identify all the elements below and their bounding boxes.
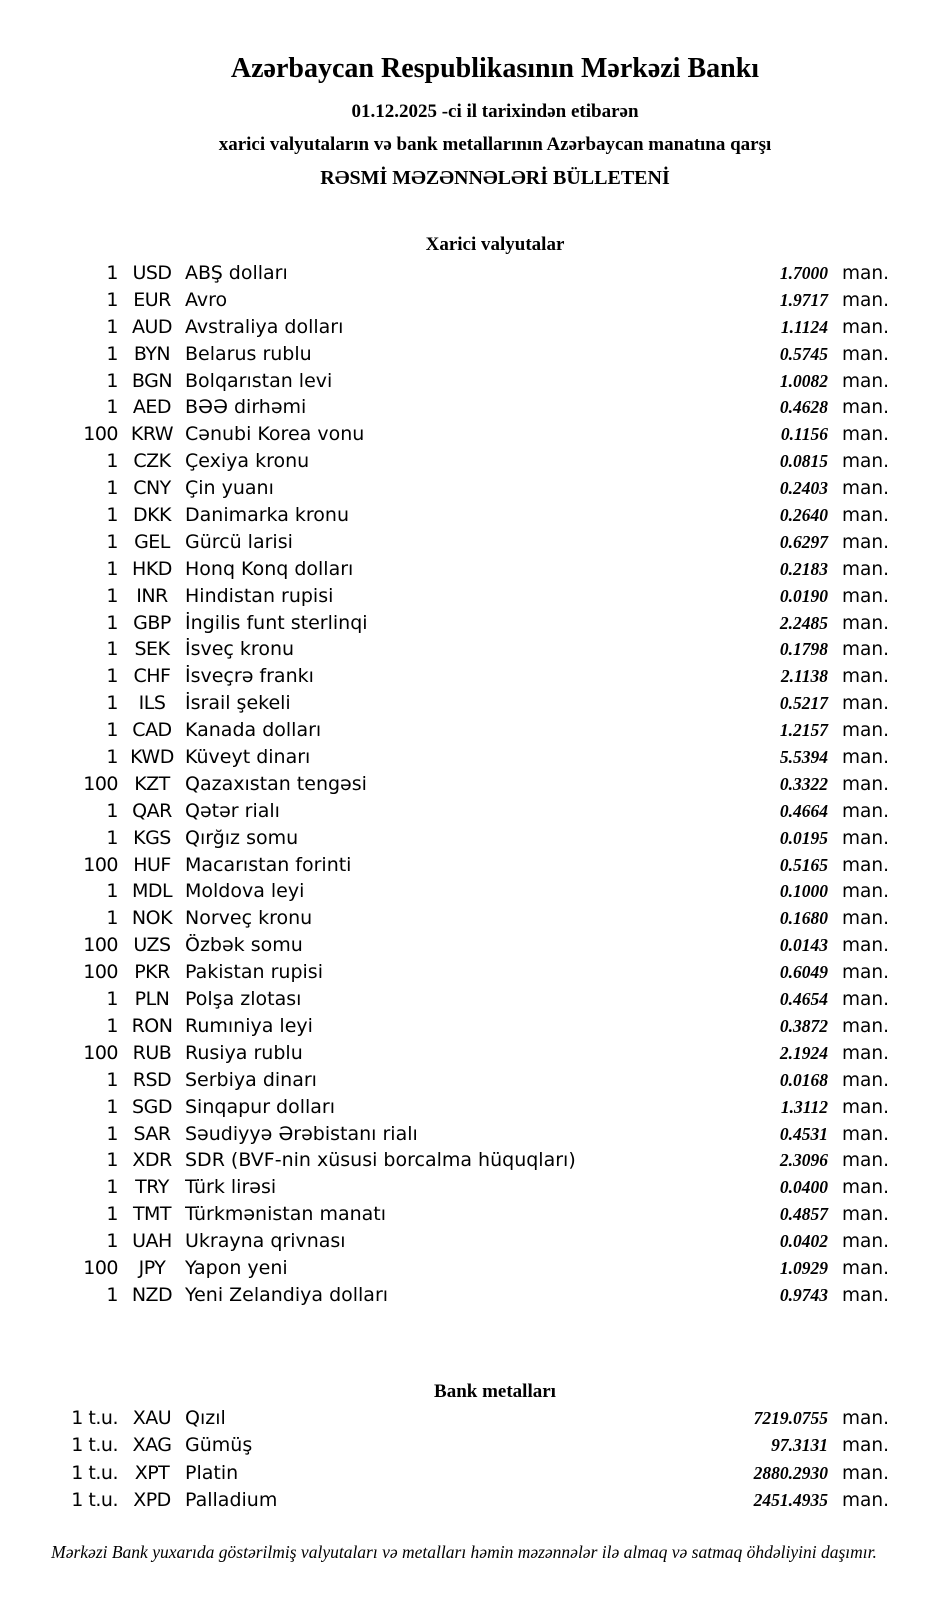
metal-code-cell: XAU	[132, 1406, 172, 1429]
rate-cell: 2880.2930	[753, 1462, 828, 1483]
quantity-cell: 100	[83, 1256, 118, 1279]
rate-cell: 0.4664	[779, 800, 828, 821]
currency-table-row	[0, 959, 928, 986]
unit-label: man.	[842, 397, 889, 419]
currency-table-row	[0, 1201, 928, 1228]
currency-name-cell: Türk lirəsi	[185, 1176, 277, 1199]
quantity-cell: 1	[106, 557, 118, 580]
currency-code-cell: CZK	[133, 450, 171, 473]
quantity-cell: 1	[106, 450, 118, 473]
currency-code-cell: HUF	[133, 853, 171, 876]
currency-name-cell: Moldova leyi	[185, 880, 305, 903]
bulletin-subtitle: xarici valyutaların və bank metallarının Azərbaycan manatına qarşı	[218, 134, 772, 155]
currency-table-row	[0, 475, 928, 502]
currency-table-row	[0, 771, 928, 798]
quantity-cell: 1	[106, 1176, 118, 1199]
rate-cell: 0.5165	[779, 854, 828, 875]
unit-label: man.	[842, 531, 889, 553]
currency-name-cell: Özbək somu	[185, 934, 303, 957]
effective-date: 01.12.2025 -ci il tarixindən etibarən	[351, 101, 639, 122]
quantity-cell: 1	[106, 530, 118, 553]
currency-name-cell: Sinqapur dolları	[185, 1095, 336, 1118]
currency-table-row	[0, 1228, 928, 1255]
quantity-cell: 1 t.u.	[71, 1489, 118, 1512]
quantity-cell: 1	[106, 1122, 118, 1145]
currency-table-row	[0, 529, 928, 556]
currency-table-row	[0, 986, 928, 1013]
rate-cell: 0.2640	[779, 505, 828, 526]
bank-name-title: Azərbaycan Respublikasının Mərkəzi Bankı	[230, 53, 760, 84]
rate-cell: 97.3131	[771, 1435, 828, 1456]
currency-name-cell: Rusiya rublu	[185, 1041, 303, 1064]
rate-cell: 0.0815	[779, 451, 828, 472]
unit-label: man.	[842, 343, 889, 365]
unit-label: man.	[842, 827, 889, 849]
quantity-cell: 1	[106, 746, 118, 769]
bulletin-title: RƏSMİ MƏZƏNNƏLƏRİ BÜLLETENİ	[320, 167, 670, 189]
currency-table-row	[0, 448, 928, 475]
currency-table-row	[0, 1067, 928, 1094]
currency-code-cell: SGD	[132, 1095, 172, 1118]
currency-name-cell: Gürcü larisi	[185, 530, 293, 553]
currency-code-cell: NOK	[131, 907, 173, 930]
rate-cell: 1.3112	[780, 1096, 828, 1117]
unit-label: man.	[842, 424, 889, 446]
currency-name-cell: Norveç kronu	[185, 907, 313, 930]
quantity-cell: 1	[106, 611, 118, 634]
rate-cell: 0.0168	[779, 1069, 828, 1090]
currency-code-cell: AUD	[131, 315, 173, 338]
currency-code-cell: SAR	[133, 1122, 171, 1145]
unit-label: man.	[842, 962, 889, 984]
quantity-cell: 1	[106, 1014, 118, 1037]
unit-label: man.	[842, 881, 889, 903]
quantity-cell: 1	[106, 504, 118, 527]
currency-code-cell: UZS	[133, 934, 171, 957]
rate-cell: 1.2157	[779, 720, 828, 741]
currency-name-cell: Səudiyyə Ərəbistanı rialı	[185, 1122, 418, 1145]
unit-label: man.	[842, 558, 889, 580]
currency-name-cell: Rumıniya leyi	[185, 1014, 313, 1037]
currency-code-cell: BGN	[131, 369, 173, 392]
quantity-cell: 1	[106, 1149, 118, 1172]
quantity-cell: 1	[106, 396, 118, 419]
quantity-cell: 100	[83, 934, 118, 957]
rate-cell: 0.5745	[779, 343, 828, 364]
unit-label: man.	[842, 478, 889, 500]
currency-name-cell: Küveyt dinarı	[185, 746, 311, 769]
unit-label: man.	[842, 1407, 889, 1429]
currency-code-cell: JPY	[138, 1256, 166, 1279]
unit-label: man.	[842, 639, 889, 661]
metal-name-cell: Qızıl	[185, 1406, 226, 1429]
currency-code-cell: CHF	[133, 665, 171, 688]
currency-code-cell: KZT	[134, 772, 170, 795]
rate-cell: 0.1680	[779, 908, 828, 929]
currency-name-cell: Avro	[185, 288, 228, 311]
unit-label: man.	[842, 693, 889, 715]
unit-label: man.	[842, 1096, 889, 1118]
currency-code-cell: BYN	[133, 342, 171, 365]
currency-code-cell: GEL	[134, 530, 170, 553]
currency-name-cell: İsveçrə frankı	[185, 665, 314, 688]
currency-code-cell: AED	[132, 396, 172, 419]
quantity-cell: 1	[106, 1068, 118, 1091]
quantity-cell: 1	[106, 907, 118, 930]
metals-table	[0, 1405, 928, 1515]
unit-label: man.	[842, 747, 889, 769]
currency-code-cell: PLN	[134, 988, 170, 1011]
rate-cell: 7219.0755	[753, 1407, 828, 1428]
metal-code-cell: XAG	[132, 1434, 172, 1457]
unit-label: man.	[842, 1123, 889, 1145]
quantity-cell: 1	[106, 369, 118, 392]
rate-cell: 0.0400	[779, 1177, 828, 1198]
currency-name-cell: Ukrayna qrivnası	[185, 1230, 346, 1253]
currency-table-row	[0, 1282, 928, 1309]
unit-label: man.	[842, 1015, 889, 1037]
currency-table	[0, 260, 928, 1309]
metal-name-cell: Platin	[185, 1461, 239, 1484]
currency-code-cell: ILS	[138, 692, 166, 715]
metals-section-title: Bank metalları	[434, 1380, 556, 1402]
metal-table-row	[0, 1405, 928, 1433]
rate-cell: 1.7000	[779, 263, 828, 283]
unit-label: man.	[842, 1069, 889, 1091]
metal-table-row	[0, 1460, 928, 1488]
currency-code-cell: USD	[132, 262, 172, 284]
currency-table-row	[0, 1013, 928, 1040]
rate-cell: 0.2403	[779, 478, 828, 499]
currency-code-cell: XDR	[132, 1149, 172, 1172]
metal-name-cell: Gümüş	[185, 1434, 253, 1457]
quantity-cell: 1	[106, 799, 118, 822]
unit-label: man.	[842, 1231, 889, 1253]
rate-cell: 2.3096	[779, 1150, 828, 1171]
quantity-cell: 1	[106, 719, 118, 742]
currency-name-cell: Polşa zlotası	[185, 988, 302, 1011]
currency-table-row	[0, 1121, 928, 1148]
quantity-cell: 1	[106, 638, 118, 661]
unit-label: man.	[842, 1435, 889, 1457]
currency-name-cell: Bolqarıstan levi	[185, 369, 333, 392]
quantity-cell: 1	[106, 315, 118, 338]
currency-name-cell: Kanada dolları	[185, 719, 322, 742]
currency-code-cell: CAD	[132, 719, 172, 742]
currency-table-row	[0, 287, 928, 314]
rate-cell: 0.1798	[779, 639, 828, 660]
quantity-cell: 1	[106, 262, 118, 284]
currency-name-cell: Serbiya dinarı	[185, 1068, 317, 1091]
quantity-cell: 1	[106, 584, 118, 607]
quantity-cell: 1	[106, 1230, 118, 1253]
currency-table-row	[0, 1174, 928, 1201]
rate-cell: 1.0082	[779, 370, 828, 391]
currency-code-cell: TMT	[132, 1203, 172, 1226]
currency-name-cell: Çexiya kronu	[185, 450, 310, 473]
quantity-cell: 1	[106, 665, 118, 688]
quantity-cell: 1 t.u.	[71, 1406, 118, 1429]
currency-name-cell: Avstraliya dolları	[185, 315, 344, 338]
currency-table-row	[0, 663, 928, 690]
unit-label: man.	[842, 1204, 889, 1226]
unit-label: man.	[842, 854, 889, 876]
unit-label: man.	[842, 1177, 889, 1199]
currency-name-cell: ABŞ dolları	[185, 262, 288, 284]
disclaimer-note: Mərkəzi Bank yuxarıda göstərilmiş valyutaları və metalları həmin məzənnələr ilə almaq və satmaq öhdəliyini daşımır.	[51, 1541, 877, 1562]
quantity-cell: 1	[106, 692, 118, 715]
quantity-cell: 100	[83, 853, 118, 876]
rate-cell: 0.4857	[779, 1204, 828, 1225]
rate-cell: 2.1924	[779, 1042, 828, 1063]
rate-cell: 2.2485	[779, 612, 828, 633]
unit-label: man.	[842, 585, 889, 607]
currency-code-cell: NZD	[131, 1283, 173, 1306]
unit-label: man.	[842, 989, 889, 1011]
currency-code-cell: DKK	[132, 504, 172, 527]
currency-code-cell: KWD	[130, 746, 174, 769]
rate-cell: 1.0929	[779, 1257, 828, 1278]
rate-cell: 0.1000	[779, 881, 828, 902]
currency-code-cell: GBP	[133, 611, 171, 634]
currency-code-cell: QAR	[132, 799, 172, 822]
currency-table-row	[0, 1094, 928, 1121]
currency-table-row	[0, 717, 928, 744]
currency-name-cell: SDR (BVF-nin xüsusi borcalma hüquqları)	[185, 1149, 576, 1172]
bulletin-header	[0, 0, 928, 190]
currency-name-cell: Qazaxıstan tengəsi	[185, 772, 367, 795]
unit-label: man.	[842, 1257, 889, 1279]
currency-table-row	[0, 341, 928, 368]
unit-label: man.	[842, 1490, 889, 1512]
currency-code-cell: KGS	[133, 826, 171, 849]
currency-name-cell: İngilis funt sterlinqi	[185, 611, 368, 634]
rate-cell: 0.1156	[780, 424, 828, 445]
currency-name-cell: Yapon yeni	[185, 1256, 288, 1279]
unit-label: man.	[842, 263, 889, 284]
unit-label: man.	[842, 1284, 889, 1306]
unit-label: man.	[842, 800, 889, 822]
currency-table-row	[0, 878, 928, 905]
currency-table-row	[0, 1040, 928, 1067]
unit-label: man.	[842, 1462, 889, 1484]
currency-table-row	[0, 1147, 928, 1174]
unit-label: man.	[842, 451, 889, 473]
unit-label: man.	[842, 612, 889, 634]
unit-label: man.	[842, 773, 889, 795]
quantity-cell: 1	[106, 1095, 118, 1118]
currency-table-row	[0, 744, 928, 771]
rate-cell: 1.1124	[780, 316, 828, 337]
currency-code-cell: RON	[131, 1014, 173, 1037]
quantity-cell: 1 t.u.	[71, 1461, 118, 1484]
currency-code-cell: CNY	[133, 477, 171, 500]
rate-cell: 0.0190	[779, 585, 828, 606]
currency-code-cell: SEK	[134, 638, 170, 661]
currency-table-row	[0, 690, 928, 717]
rate-cell: 2.1138	[780, 666, 828, 687]
currency-table-row	[0, 825, 928, 852]
currency-name-cell: Hindistan rupisi	[185, 584, 334, 607]
quantity-cell: 1	[106, 880, 118, 903]
rate-cell: 5.5394	[779, 747, 828, 768]
currency-name-cell: Pakistan rupisi	[185, 961, 323, 984]
currency-name-cell: Yeni Zelandiya dolları	[185, 1283, 389, 1306]
rate-cell: 0.0402	[779, 1231, 828, 1252]
currency-table-row	[0, 798, 928, 825]
currency-table-row	[0, 260, 928, 287]
currency-name-cell: İsrail şekeli	[185, 692, 291, 715]
unit-label: man.	[842, 1042, 889, 1064]
rate-cell: 0.3322	[779, 773, 828, 794]
rate-cell: 0.3872	[779, 1015, 828, 1036]
currency-table-row	[0, 502, 928, 529]
currency-name-cell: Cənubi Korea vonu	[185, 423, 365, 446]
currency-code-cell: KRW	[130, 423, 174, 446]
currency-table-row	[0, 394, 928, 421]
currency-table-row	[0, 1255, 928, 1282]
currency-table-row	[0, 583, 928, 610]
currency-code-cell: TRY	[135, 1176, 169, 1199]
quantity-cell: 1	[106, 826, 118, 849]
currency-name-cell: Belarus rublu	[185, 342, 312, 365]
currency-code-cell: EUR	[133, 288, 171, 311]
currency-name-cell: Qətər rialı	[185, 799, 280, 822]
currency-name-cell: Honq Konq dolları	[185, 557, 354, 580]
rate-cell: 0.0195	[779, 827, 828, 848]
quantity-cell: 1	[106, 988, 118, 1011]
rate-cell: 1.9717	[779, 289, 828, 310]
currency-code-cell: MDL	[131, 880, 173, 903]
quantity-cell: 100	[83, 423, 118, 446]
unit-label: man.	[842, 289, 889, 311]
rate-cell: 0.4628	[779, 397, 828, 418]
metal-table-row	[0, 1432, 928, 1460]
quantity-cell: 1	[106, 342, 118, 365]
currency-code-cell: RSD	[132, 1068, 172, 1091]
rate-cell: 0.6297	[779, 531, 828, 552]
unit-label: man.	[842, 316, 889, 338]
unit-label: man.	[842, 935, 889, 957]
unit-label: man.	[842, 505, 889, 527]
rate-cell: 2451.4935	[753, 1490, 828, 1511]
unit-label: man.	[842, 370, 889, 392]
currency-table-row	[0, 314, 928, 341]
quantity-cell: 1 t.u.	[71, 1434, 118, 1457]
currency-table-row	[0, 932, 928, 959]
metal-name-cell: Palladium	[185, 1489, 278, 1512]
currency-code-cell: PKR	[134, 961, 170, 984]
quantity-cell: 100	[83, 772, 118, 795]
metal-code-cell: XPD	[133, 1489, 171, 1512]
currency-code-cell: INR	[136, 584, 168, 607]
rate-cell: 0.9743	[779, 1284, 828, 1305]
currency-code-cell: HKD	[132, 557, 172, 580]
currency-code-cell: RUB	[132, 1041, 172, 1064]
quantity-cell: 100	[83, 1041, 118, 1064]
rate-cell: 0.0143	[779, 935, 828, 956]
quantity-cell: 1	[106, 1283, 118, 1306]
unit-label: man.	[842, 1150, 889, 1172]
metal-table-row	[0, 1487, 928, 1515]
unit-label: man.	[842, 908, 889, 930]
rate-cell: 0.6049	[779, 962, 828, 983]
unit-label: man.	[842, 666, 889, 688]
currency-name-cell: Macarıstan forinti	[185, 853, 352, 876]
currency-table-row	[0, 421, 928, 448]
rate-cell: 0.4531	[779, 1123, 828, 1144]
quantity-cell: 1	[106, 1203, 118, 1226]
currencies-section-title: Xarici valyutalar	[425, 234, 565, 255]
rate-cell: 0.5217	[779, 693, 828, 714]
rate-cell: 0.2183	[779, 558, 828, 579]
quantity-cell: 1	[106, 288, 118, 311]
currency-table-row	[0, 556, 928, 583]
quantity-cell: 1	[106, 477, 118, 500]
currency-name-cell: İsveç kronu	[185, 638, 295, 661]
currency-table-row	[0, 852, 928, 879]
unit-label: man.	[842, 720, 889, 742]
currency-name-cell: Türkmənistan manatı	[185, 1203, 387, 1226]
currency-name-cell: BƏƏ dirhəmi	[185, 396, 307, 419]
currency-name-cell: Qırğız somu	[185, 826, 299, 849]
currency-name-cell: Danimarka kronu	[185, 504, 350, 527]
currency-table-row	[0, 905, 928, 932]
currency-name-cell: Çin yuanı	[185, 477, 274, 500]
quantity-cell: 100	[83, 961, 118, 984]
rate-cell: 0.4654	[779, 989, 828, 1010]
currency-table-row	[0, 636, 928, 663]
currency-table-row	[0, 610, 928, 637]
metal-code-cell: XPT	[134, 1461, 170, 1484]
currency-code-cell: UAH	[132, 1230, 172, 1253]
currency-table-row	[0, 368, 928, 395]
